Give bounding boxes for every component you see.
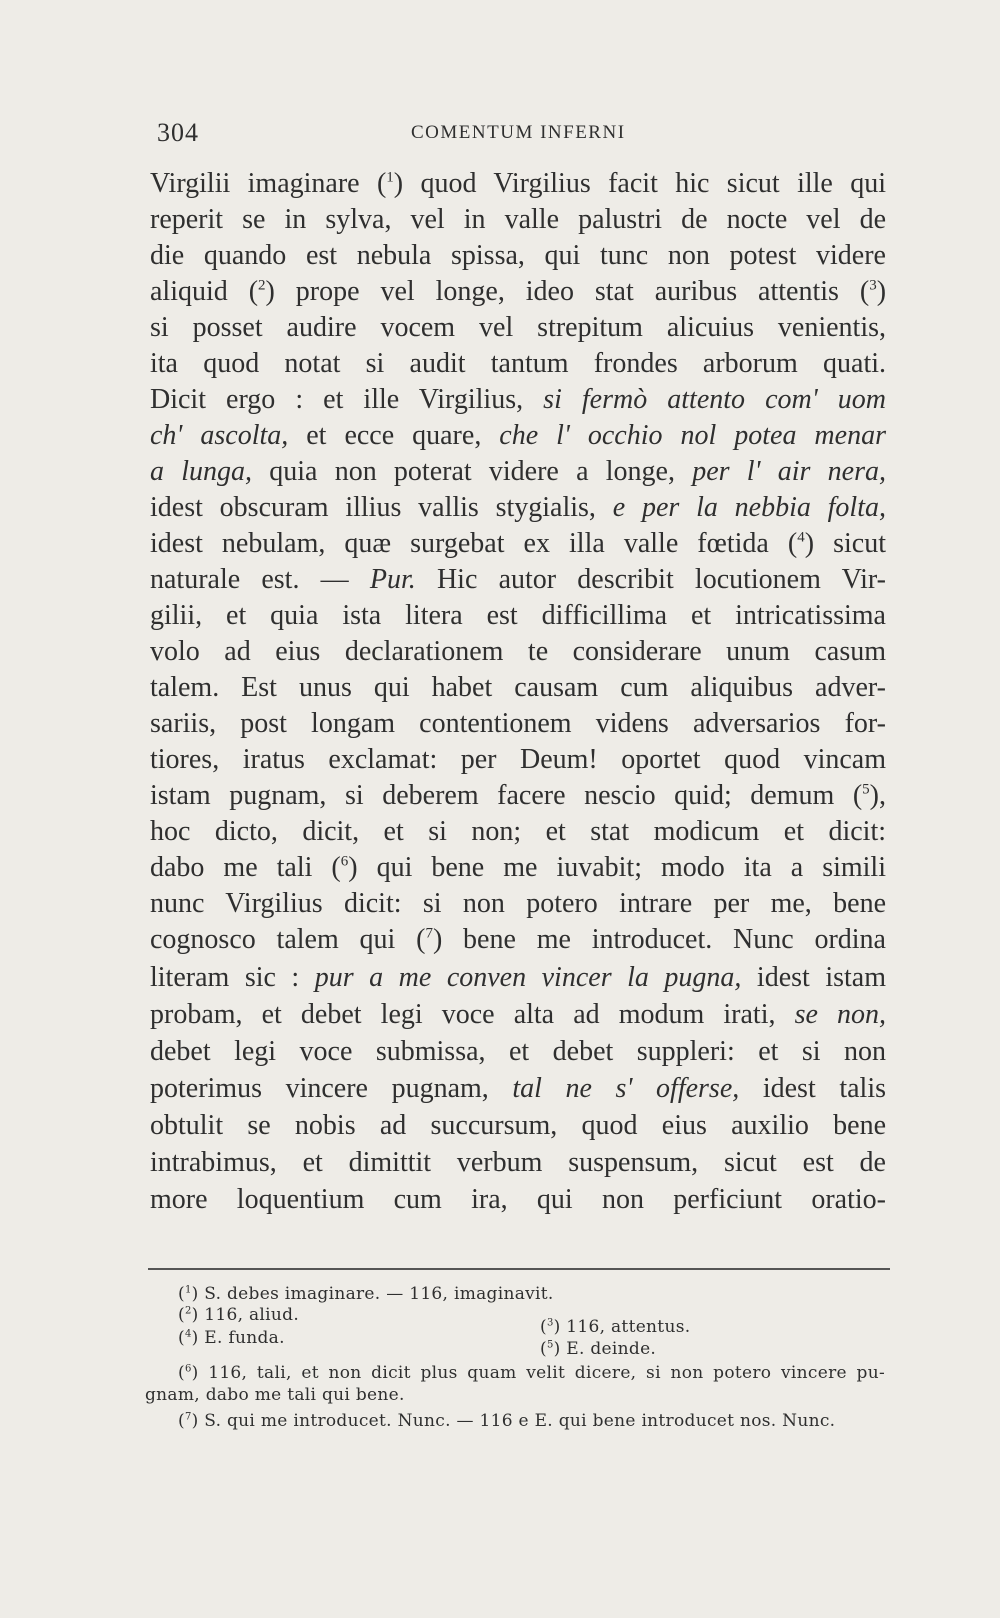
text-run: gnam, dabo me tali qui bene.: [145, 1385, 405, 1405]
text-line: [150, 814, 886, 850]
text-run: ) qui bene me iuvabit; modo ita a simili: [348, 852, 886, 883]
text-run: intrabimus, et dimittit verbum suspensum, sicut est de: [150, 1147, 886, 1178]
footnote: [178, 1327, 285, 1349]
text-run: et ecce quare,: [288, 420, 500, 451]
text-run: ) bene me introducet. Nunc ordina: [432, 924, 886, 955]
text-line: [150, 1071, 886, 1107]
text-line: [150, 706, 886, 742]
text-line: [150, 310, 886, 346]
text-run: cognosco talem qui (: [150, 924, 426, 955]
footnote-marker: 2: [184, 1305, 192, 1317]
text-run: idest talis: [739, 1073, 886, 1104]
footnote: [145, 1384, 405, 1406]
text-run: naturale est. —: [150, 564, 370, 595]
text-line: [150, 1182, 886, 1218]
text-line: [150, 274, 886, 310]
text-run: Hic autor describit locutionem Vir-: [415, 564, 886, 595]
text-run: sariis, post longam contentionem videns adversarios for-: [150, 708, 886, 739]
footnote-marker: 3: [546, 1317, 554, 1329]
text-line: [150, 490, 886, 526]
footnote-marker: 7: [425, 925, 433, 942]
text-run: Virgilii imaginare (: [150, 168, 387, 199]
italic-quotation: se non,: [794, 999, 886, 1030]
text-line: [150, 997, 886, 1033]
text-run: obtulit se nobis ad succursum, quod eius auxilio bene: [150, 1110, 886, 1141]
text-line: [150, 634, 886, 670]
text-run: reperit se in sylva, vel in valle palustri de nocte vel de: [150, 204, 886, 235]
text-run: aliquid (: [150, 276, 259, 307]
footnote: [178, 1304, 299, 1326]
text-line: [150, 1108, 886, 1144]
italic-quotation: si fermò attento com' uom: [543, 384, 887, 415]
text-run: ) 116, attentus.: [553, 1317, 691, 1337]
text-run: poterimus vincere pugnam,: [150, 1073, 513, 1104]
text-line: [150, 382, 886, 418]
text-run: ita quod notat si audit tantum frondes arborum quati.: [150, 348, 886, 379]
text-run: ) S. debes imaginare. — 116, imaginavit.: [191, 1284, 554, 1304]
running-title: COMENTUM INFERNI: [411, 122, 626, 143]
text-run: si posset audire vocem vel strepitum alicuius venientis,: [150, 312, 886, 343]
footnote: [178, 1410, 835, 1432]
text-run: (: [178, 1411, 185, 1431]
text-run: ) sicut: [804, 528, 886, 559]
text-line: [150, 960, 886, 996]
italic-quotation: e per la nebbia folta,: [612, 492, 886, 523]
text-line: [150, 1145, 886, 1181]
text-line: [150, 850, 886, 886]
italic-quotation: pur a me conven vincer la pugna,: [314, 962, 742, 993]
footnote-marker: 6: [340, 853, 349, 870]
footnote-marker: 2: [258, 277, 266, 294]
footnote-marker: 5: [862, 781, 870, 798]
text-line: [150, 670, 886, 706]
text-run: (: [178, 1363, 185, 1383]
text-run: (: [178, 1328, 185, 1348]
footnote-marker: 3: [869, 277, 877, 294]
text-run: ) 116, aliud.: [191, 1305, 300, 1325]
text-line: [150, 526, 886, 562]
text-run: ) S. qui me introducet. Nunc. — 116 e E. qui bene introducet nos. Nunc.: [191, 1411, 836, 1431]
text-run: (: [540, 1339, 547, 1359]
text-line: [150, 922, 886, 958]
text-run: dabo me tali (: [150, 852, 341, 883]
text-run: literam sic :: [150, 962, 315, 993]
footnote-separator: [148, 1268, 890, 1270]
footnote: [540, 1338, 656, 1360]
footnote-marker: 4: [184, 1328, 192, 1340]
text-run: probam, et debet legi voce alta ad modum irati,: [150, 999, 795, 1030]
footnote-marker: 6: [184, 1363, 192, 1375]
footnote: [540, 1316, 690, 1338]
text-run: die quando est nebula spissa, qui tunc non potest videre: [150, 240, 886, 271]
text-line: [150, 1034, 886, 1070]
italic-quotation: tal ne s' offerse,: [512, 1073, 740, 1104]
text-run: volo ad eius declarationem te considerare unum casum: [150, 636, 886, 667]
text-line: [150, 418, 886, 454]
text-line: [150, 454, 886, 490]
footnote-marker: 1: [184, 1284, 192, 1296]
text-run: istam pugnam, si deberem facere nescio quid; demum (: [150, 780, 863, 811]
text-line: [150, 202, 886, 238]
text-run: talem. Est unus qui habet causam cum aliquibus adver-: [150, 672, 886, 703]
text-line: [150, 238, 886, 274]
text-run: ) prope vel longe, ideo stat auribus attentis (: [265, 276, 870, 307]
text-run: more loquentium cum ira, qui non perficiunt oratio-: [150, 1184, 886, 1215]
text-line: [150, 598, 886, 634]
italic-quotation: ch' ascolta,: [150, 420, 289, 451]
text-run: idest istam: [741, 962, 886, 993]
footnote: [145, 1362, 885, 1384]
footnote-marker: 7: [184, 1411, 192, 1423]
footnote-marker: 1: [386, 169, 394, 186]
footnote: [178, 1283, 554, 1305]
italic-quotation: per l' air nera,: [692, 456, 886, 487]
text-line: [150, 166, 886, 202]
text-run: ) quod Virgilius facit hic sicut ille qui: [393, 168, 886, 199]
italic-quotation: Pur.: [369, 564, 416, 595]
footnote-marker: 5: [546, 1339, 554, 1351]
text-line: [150, 346, 886, 382]
footnote-marker: 4: [797, 529, 805, 546]
italic-quotation: che l' occhio nol potea menar: [499, 420, 886, 451]
text-run: (: [540, 1317, 547, 1337]
page-number: 304: [157, 118, 199, 147]
text-run: ),: [869, 780, 886, 811]
text-run: ): [876, 276, 887, 307]
text-run: gilii, et quia ista litera est difficillima et intricatissima: [150, 600, 886, 631]
text-run: (: [178, 1284, 185, 1304]
text-run: idest obscuram illius vallis stygialis,: [150, 492, 613, 523]
text-run: quia non poterat videre a longe,: [252, 456, 693, 487]
page-header: [157, 118, 885, 148]
text-run: ) E. funda.: [191, 1328, 285, 1348]
text-line: [150, 742, 886, 778]
text-run: (: [178, 1305, 185, 1325]
text-line: [150, 562, 886, 598]
text-run: ) 116, tali, et non dicit plus quam velit dicere, si non potero vincere pu-: [191, 1363, 885, 1383]
text-run: idest nebulam, quæ surgebat ex illa valle fœtida (: [150, 528, 798, 559]
text-run: hoc dicto, dicit, et si non; et stat modicum et dicit:: [150, 816, 886, 847]
text-run: nunc Virgilius dicit: si non potero intrare per me, bene: [150, 888, 886, 919]
text-line: [150, 886, 886, 922]
text-run: Dicit ergo : et ille Virgilius,: [150, 384, 544, 415]
italic-quotation: a lunga,: [150, 456, 253, 487]
text-line: [150, 778, 886, 814]
text-run: tiores, iratus exclamat: per Deum! oportet quod vincam: [150, 744, 886, 775]
text-run: ) E. deinde.: [553, 1339, 657, 1359]
text-run: debet legi voce submissa, et debet suppleri: et si non: [150, 1036, 886, 1067]
